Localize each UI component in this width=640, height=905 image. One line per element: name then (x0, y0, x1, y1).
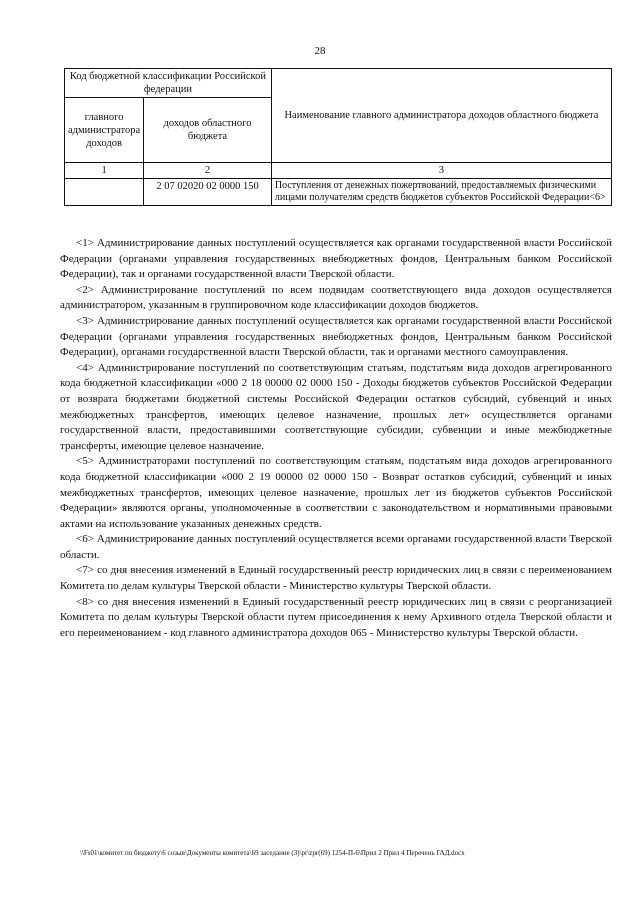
header-budget-code-group: Код бюджетной классификации Российской федерации (65, 69, 272, 98)
row-income-name: Поступления от денежных пожертвований, предоставляемых физическими лицами получателям средств бюджетов субъектов Российской Федерации<6> (271, 179, 611, 206)
page-number: 28 (314, 45, 326, 57)
footnote-2: <2> Администрирование поступлений по всем подвидам соответствующего вида доходов осуществляется администратором, указанным в группировочном коде классификации доходов бюджетов. (60, 283, 612, 312)
footnote-5: <5> Администраторами поступлений по соответствующим статьям, подстатьям вида доходов агрегированного кода бюджетной классификации «000 2 19 00000 02 0000 150 - Возврат остатков субсидий, субвенций и иных межбюджетных трансфертов, имеющих целевое назначение, прошлых лет из бюджетов субъектов Российской Федерации» являются органы, уполномоченные в соответствии с законодательством и нормативными правовыми актами на использование указанных денежных средств. (60, 455, 612, 530)
footnote-1: <1> Администрирование данных поступлений осуществляется как органами государственной власти Российской Федерации (органами управления государственных внебюджетных фондов, Центральным банком Российской Федерации), так и органами государственной власти Тверской области. (60, 237, 612, 281)
header-chief-administrator: главного администратора доходов (65, 98, 144, 163)
footnote-7: <7> со дня внесения изменений в Единый государственный реестр юридических лиц в связи с переименованием Комитета по делам культуры Тверской области - Министерство культуры Тверской области. (60, 564, 612, 593)
row-admin-code (65, 179, 144, 206)
column-number-1: 1 (65, 163, 144, 179)
footnotes (60, 236, 612, 641)
table-numbering-row (65, 163, 612, 179)
column-number-3: 3 (271, 163, 611, 179)
footnote-6: <6> Администрирование данных поступлений осуществляется всеми органами государственной власти Тверской области. (60, 533, 612, 561)
budget-classification-table (64, 68, 612, 206)
footer-file-path: \\Fs01\комитет по бюджету\6 созыв\Документы комитета\69 заседание (3)\pr\zpr(69) 1254-П-6\Прил 2 Прил 4 Перечень ГАД.docx (80, 849, 465, 857)
footnote-3: <3> Администрирование данных поступлений осуществляется как органами государственной власти Российской Федерации (органами управления государственных внебюджетных фондов, Центральным банком Российской Федерации), органами государственной власти Тверской области, так и органами местного самоуправления. (60, 314, 612, 359)
header-administrator-name: Наименование главного администратора доходов областного бюджета (271, 69, 611, 163)
footnote-8: <8> со дня внесения изменений в Единый государственный реестр юридических лиц в связи с реорганизацией Комитета по делам культуры Тверской области путем присоединения к нему Архивного отдела Тверской области и его переименованием - код главного администратора доходов 065 - Министерство культуры Тверской области. (60, 595, 612, 639)
table-row (65, 179, 612, 206)
header-regional-income: доходов областного бюджета (144, 98, 272, 163)
column-number-2: 2 (144, 163, 272, 179)
row-income-code: 2 07 02020 02 0000 150 (144, 179, 272, 206)
table-header-row (65, 69, 612, 98)
footnote-4: <4> Администрирование поступлений по соответствующим статьям, подстатьям вида доходов агрегированного кода бюджетной классификации «000 2 18 00000 02 0000 150 - Доходы бюджетов субъектов Российской Федерации от возврата бюджетами бюджетной системы Российской Федерации остатков субсидий, субвенций и иных межбюджетных трансфертов, имеющих целевое назначение, прошлых лет» осуществляется органами государственной власти, предоставившими соответствующие субсидии, субвенции и иные межбюджетные трансферты, имеющие целевое назначение. (60, 361, 612, 452)
